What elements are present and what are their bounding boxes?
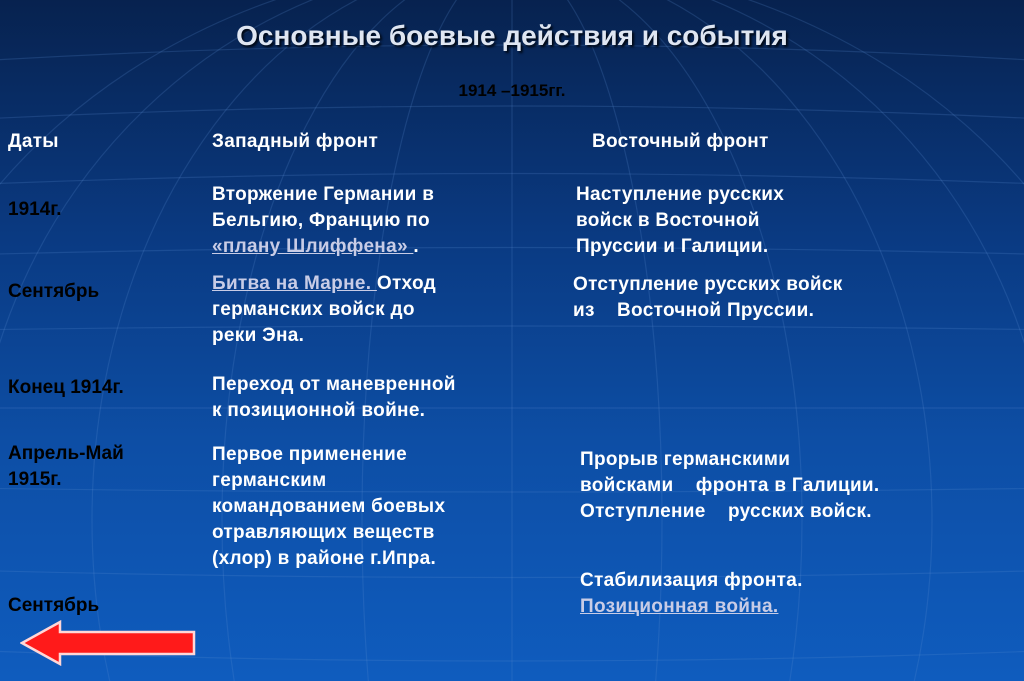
eastern-am-line2: войсками фронта в Галиции. xyxy=(580,475,880,496)
eastern-1914-line1: Наступление русских xyxy=(576,184,785,205)
row-date-1914: 1914г. xyxy=(8,199,62,220)
slide-subtitle: 1914 –1915гг. xyxy=(458,81,566,100)
western-1914-period: . xyxy=(413,236,419,257)
eastern-september-1914 xyxy=(573,272,843,324)
eastern-1914-line3: Пруссии и Галиции. xyxy=(576,236,769,257)
left-arrow-icon[interactable] xyxy=(20,620,196,666)
eastern-am-line1: Прорыв германскими xyxy=(580,449,791,470)
row-date-september-1915: Сентябрь xyxy=(8,595,100,616)
eastern-1914-line2: войск в Восточной xyxy=(576,210,760,231)
row-date-end-1914: Конец 1914г. xyxy=(8,377,124,398)
row-date-april-may-line1: Апрель-Май xyxy=(8,443,124,464)
western-am-line1: Первое применение xyxy=(212,444,407,465)
western-end-1914 xyxy=(212,372,456,424)
western-end-line2: к позиционной войне. xyxy=(212,400,426,421)
eastern-sep-line2: из Восточной Пруссии. xyxy=(573,300,815,321)
western-am-line5: (хлор) в районе г.Ипра. xyxy=(212,548,437,569)
eastern-sep-line1: Отступление русских войск xyxy=(573,274,843,295)
western-1914-line1: Вторжение Германии в xyxy=(212,184,435,205)
schlieffen-plan-link[interactable]: «плану Шлиффена» xyxy=(212,236,414,257)
eastern-1914 xyxy=(576,182,784,260)
western-am-line3: командованием боевых xyxy=(212,496,446,517)
positional-war-link[interactable]: Позиционная война. xyxy=(580,596,779,617)
row-date-april-may-line2: 1915г. xyxy=(8,469,62,490)
eastern-am-line3: Отступление русских войск. xyxy=(580,501,872,522)
eastern-april-may-1915 xyxy=(580,447,880,525)
western-am-line4: отравляющих веществ xyxy=(212,522,435,543)
header-eastern-front: Восточный фронт xyxy=(592,131,769,152)
row-date-september-1914: Сентябрь xyxy=(8,281,100,302)
western-1914-line3 xyxy=(212,234,434,260)
row-date-april-may-1915 xyxy=(8,441,124,493)
western-sep-line2: германских войск до xyxy=(212,299,415,320)
western-end-line1: Переход от маневренной xyxy=(212,374,456,395)
header-western-front: Западный фронт xyxy=(212,131,379,152)
slide-title: Основные боевые действия и события xyxy=(236,20,788,51)
header-dates: Даты xyxy=(8,131,59,152)
western-sep-line3: реки Эна. xyxy=(212,325,305,346)
eastern-sep15-line1: Стабилизация фронта. xyxy=(580,570,803,591)
western-sep-line1-rest: Отход xyxy=(376,273,436,294)
eastern-september-1915 xyxy=(580,568,803,620)
western-am-line2: германским xyxy=(212,470,327,491)
western-april-may-1915 xyxy=(212,442,445,572)
western-september-1914 xyxy=(212,271,436,349)
marne-battle-link[interactable]: Битва на Марне. xyxy=(212,273,377,294)
western-1914 xyxy=(212,182,434,260)
western-sep-line1 xyxy=(212,271,436,297)
western-1914-line2: Бельгию, Францию по xyxy=(212,210,430,231)
eastern-sep15-line2 xyxy=(580,594,803,620)
